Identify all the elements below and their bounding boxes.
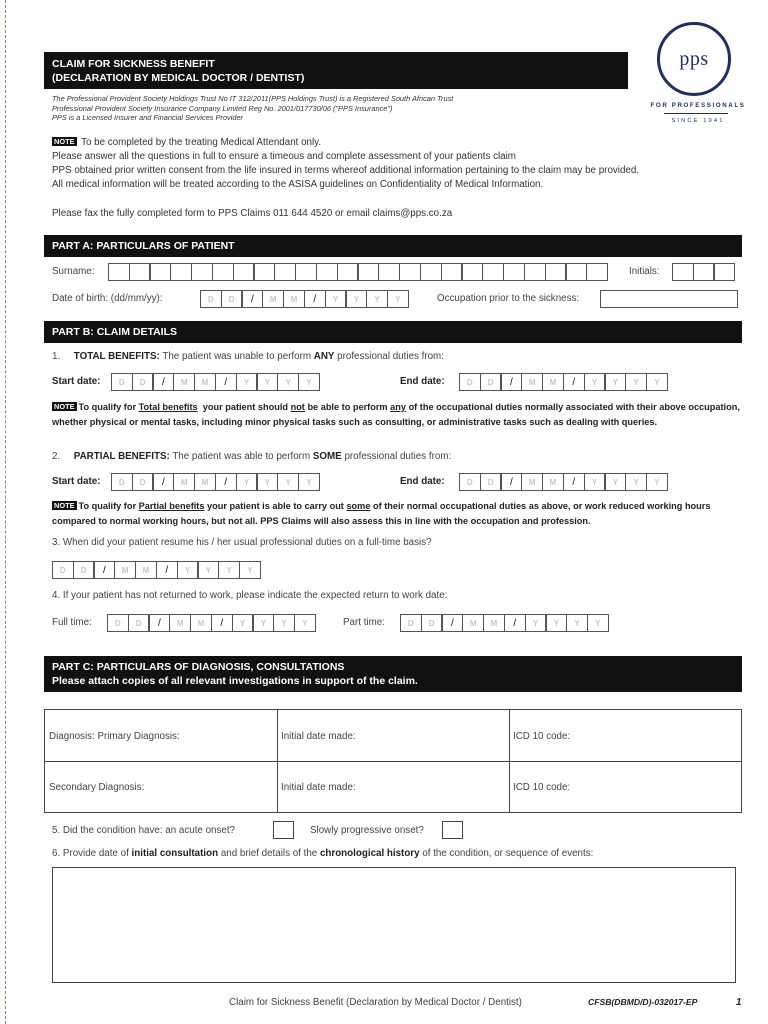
q1-emphasis: ANY — [313, 351, 335, 362]
note-badge: NOTE — [54, 501, 75, 510]
date-digit-box[interactable]: D — [459, 373, 481, 391]
note-badge: NOTE — [54, 137, 75, 146]
date-separator: / — [211, 614, 233, 632]
date-digit-box[interactable]: Y — [584, 373, 606, 391]
note-badge: NOTE — [54, 402, 75, 411]
character-box[interactable] — [316, 263, 338, 281]
date-digit-box[interactable]: Y — [232, 614, 254, 632]
character-box[interactable] — [545, 263, 567, 281]
q6-emphasis: chronological history — [319, 848, 420, 859]
character-box[interactable] — [337, 263, 359, 281]
character-box[interactable] — [233, 263, 255, 281]
date-digit-box[interactable]: D — [73, 561, 95, 579]
note-text: your patient is able to carry out — [207, 501, 344, 511]
note-underline: not — [290, 402, 305, 412]
date-digit-box[interactable]: Y — [298, 373, 320, 391]
slow-onset-label: Slowly progressive onset? — [310, 825, 424, 836]
full-time-date-input[interactable] — [107, 614, 315, 632]
date-digit-box[interactable]: Y — [366, 290, 388, 308]
q2-number: 2. — [52, 451, 61, 462]
primary-initial-date-field[interactable] — [277, 710, 509, 762]
partial-start-date-input[interactable] — [111, 473, 319, 491]
date-digit-box[interactable]: D — [421, 614, 443, 632]
primary-diagnosis-field[interactable] — [45, 710, 277, 762]
date-digit-box[interactable]: D — [111, 373, 133, 391]
date-digit-box[interactable]: M — [169, 614, 191, 632]
date-digit-box[interactable]: Y — [218, 561, 240, 579]
partial-benefits-note — [52, 499, 742, 528]
part-c-header — [44, 656, 742, 692]
total-end-date-input[interactable] — [459, 373, 667, 391]
part-c-subtitle: Please attach copies of all relevant investigations in support of the claim. — [52, 675, 418, 687]
note-underline: some — [346, 501, 371, 511]
date-digit-box[interactable]: Y — [646, 373, 668, 391]
surname-input[interactable] — [108, 263, 607, 281]
q2-text: The patient was able to perform — [172, 451, 311, 462]
date-digit-box[interactable]: D — [480, 373, 502, 391]
trust-line: PPS is a Licensed Insurer and Financial Services Provider — [52, 113, 244, 123]
intro-line: Please answer all the questions in full to ensure a timeous and complete assessment of your patients claim — [52, 151, 516, 162]
part-b-header: PART B: CLAIM DETAILS — [44, 321, 742, 343]
form-title-bar — [44, 52, 628, 89]
date-separator: / — [442, 614, 464, 632]
total-start-date-input[interactable] — [111, 373, 319, 391]
date-digit-box[interactable]: Y — [525, 614, 547, 632]
note-text: To qualify for — [78, 501, 137, 511]
perforation-line — [5, 0, 6, 1024]
date-digit-box[interactable]: M — [521, 373, 543, 391]
character-box[interactable] — [399, 263, 421, 281]
date-digit-box[interactable]: Y — [236, 373, 258, 391]
date-digit-box[interactable]: D — [480, 473, 502, 491]
date-separator: / — [149, 614, 171, 632]
note-underline: any — [390, 402, 406, 412]
q1-number: 1. — [52, 351, 61, 362]
total-end-date-label: End date: — [400, 376, 445, 387]
date-separator: / — [563, 373, 585, 391]
date-digit-box[interactable]: Y — [298, 473, 320, 491]
footer-title: Claim for Sickness Benefit (Declaration by Medical Doctor / Dentist) — [229, 997, 522, 1008]
diagnosis-table — [44, 709, 742, 813]
date-digit-box[interactable]: M — [173, 373, 195, 391]
date-digit-box[interactable]: Y — [277, 473, 299, 491]
date-digit-box[interactable]: Y — [587, 614, 609, 632]
date-separator: / — [215, 373, 237, 391]
question-4: 4. If your patient has not returned to work, please indicate the expected return to work date: — [52, 590, 448, 601]
q2-heading: PARTIAL BENEFITS: — [73, 451, 170, 462]
secondary-diagnosis-label: Secondary Diagnosis: — [49, 782, 145, 793]
character-box[interactable] — [212, 263, 234, 281]
character-box[interactable] — [524, 263, 546, 281]
date-digit-box[interactable]: D — [132, 473, 154, 491]
q1-text: professional duties from: — [337, 351, 444, 362]
logo-text: pps — [679, 47, 709, 70]
date-digit-box[interactable]: D — [107, 614, 129, 632]
character-box[interactable] — [150, 263, 172, 281]
icd-label: ICD 10 code: — [513, 730, 571, 742]
acute-onset-checkbox[interactable] — [273, 821, 294, 839]
character-box[interactable] — [378, 263, 400, 281]
date-digit-box[interactable]: Y — [546, 614, 568, 632]
slow-onset-checkbox[interactable] — [442, 821, 463, 839]
date-separator: / — [242, 290, 264, 308]
q6-text: of the condition, or sequence of events: — [422, 848, 594, 859]
total-benefits-note — [52, 400, 742, 429]
icd-label: ICD 10 code: — [513, 782, 571, 793]
logo-tagline: FOR PROFESSIONALS — [650, 102, 746, 109]
total-start-date-label: Start date: — [52, 376, 101, 387]
note-text: of the occupational duties normally associated with their above occupation, whether physical or mental tasks, including minor physical tasks such as consulting, or administrative tasks such as dealing with queries. — [52, 402, 740, 427]
date-digit-box[interactable]: M — [173, 473, 195, 491]
initials-input[interactable] — [672, 263, 734, 281]
primary-icd-field[interactable] — [509, 710, 741, 762]
part-c-title: PART C: PARTICULARS OF DIAGNOSIS, CONSULTATIONS — [52, 661, 345, 673]
trust-line: The Professional Provident Society Holdings Trust No IT 312/2011(PPS Holdings Trust) is a Registered South African Trust — [52, 94, 454, 103]
page-number: 1 — [736, 997, 742, 1008]
character-box[interactable] — [191, 263, 213, 281]
date-digit-box[interactable]: M — [521, 473, 543, 491]
date-digit-box[interactable]: Y — [605, 473, 627, 491]
intro-line: All medical information will be treated according to the ASISA guidelines on Confidentiality of Medical Information. — [52, 179, 544, 190]
date-separator: / — [501, 373, 523, 391]
question-1 — [52, 351, 444, 362]
date-digit-box[interactable]: D — [132, 373, 154, 391]
q1-heading: TOTAL BENEFITS: — [73, 351, 160, 362]
character-box[interactable] — [420, 263, 442, 281]
date-digit-box[interactable]: M — [483, 614, 505, 632]
dob-label: Date of birth: (dd/mm/yy): — [52, 293, 163, 304]
date-digit-box[interactable]: Y — [646, 473, 668, 491]
note-underline: Total benefits — [138, 402, 198, 412]
date-separator: / — [304, 290, 326, 308]
date-digit-box[interactable]: Y — [239, 561, 261, 579]
date-digit-box[interactable]: Y — [177, 561, 199, 579]
date-digit-box[interactable]: Y — [605, 373, 627, 391]
secondary-diagnosis-field[interactable] — [45, 762, 277, 813]
character-box[interactable] — [274, 263, 296, 281]
date-digit-box[interactable]: D — [400, 614, 422, 632]
note-text: To qualify for — [78, 402, 137, 412]
date-digit-box[interactable]: Y — [325, 290, 347, 308]
date-digit-box[interactable]: Y — [346, 290, 368, 308]
consultation-history-textarea[interactable] — [52, 867, 736, 983]
date-separator: / — [501, 473, 523, 491]
note-text: be able to perform — [307, 402, 388, 412]
form-code: CFSB(DBMD/D)-032017-EP — [588, 997, 698, 1007]
date-separator: / — [94, 561, 116, 579]
date-digit-box[interactable]: M — [462, 614, 484, 632]
date-digit-box[interactable]: Y — [273, 614, 295, 632]
date-digit-box[interactable]: D — [111, 473, 133, 491]
date-digit-box[interactable]: Y — [294, 614, 316, 632]
character-box[interactable] — [295, 263, 317, 281]
surname-label: Surname: — [52, 266, 95, 277]
note-underline: Partial benefits — [138, 501, 205, 511]
date-digit-box[interactable]: D — [200, 290, 222, 308]
date-digit-box[interactable]: Y — [257, 473, 279, 491]
character-box[interactable] — [170, 263, 192, 281]
q6-emphasis: initial consultation — [131, 848, 219, 859]
intro-text — [52, 136, 742, 192]
pps-logo — [652, 22, 752, 132]
initials-label: Initials: — [629, 266, 660, 277]
date-digit-box[interactable]: M — [262, 290, 284, 308]
logo-circle — [657, 22, 731, 96]
date-separator: / — [504, 614, 526, 632]
date-digit-box[interactable]: Y — [625, 473, 647, 491]
date-digit-box[interactable]: D — [52, 561, 74, 579]
character-box[interactable] — [586, 263, 608, 281]
date-digit-box[interactable]: Y — [566, 614, 588, 632]
date-separator: / — [156, 561, 178, 579]
date-digit-box[interactable]: Y — [236, 473, 258, 491]
note-text: of their normal occupational duties as above, or work reduced working hours compared to normal working hours, but not all. PPS Claims will also assess this in line with the occupation and profession. — [52, 501, 711, 526]
date-digit-box[interactable]: M — [194, 373, 216, 391]
date-digit-box[interactable]: M — [135, 561, 157, 579]
form-subtitle: (DECLARATION BY MEDICAL DOCTOR / DENTIST) — [52, 72, 305, 84]
date-digit-box[interactable]: M — [114, 561, 136, 579]
secondary-icd-field[interactable] — [509, 762, 741, 813]
full-time-label: Full time: — [52, 617, 92, 628]
character-box[interactable] — [566, 263, 588, 281]
logo-divider — [664, 113, 728, 114]
q6-text: 6. Provide date of — [52, 848, 129, 859]
secondary-initial-date-field[interactable] — [277, 762, 509, 813]
q6-text: and brief details of the — [220, 848, 318, 859]
occupation-input[interactable] — [600, 290, 738, 308]
question-3: 3. When did your patient resume his / her usual professional duties on a full-time basis? — [52, 537, 432, 548]
dob-input[interactable] — [200, 290, 408, 308]
character-box[interactable] — [129, 263, 151, 281]
date-digit-box[interactable]: D — [221, 290, 243, 308]
date-separator: / — [215, 473, 237, 491]
character-box[interactable] — [482, 263, 504, 281]
character-box[interactable] — [441, 263, 463, 281]
date-digit-box[interactable]: D — [128, 614, 150, 632]
character-box[interactable] — [108, 263, 130, 281]
q1-text: The patient was unable to perform — [162, 351, 312, 362]
partial-start-date-label: Start date: — [52, 476, 101, 487]
q2-text: professional duties from: — [344, 451, 452, 462]
logo-since: SINCE 1941 — [671, 118, 725, 124]
date-digit-box[interactable]: M — [542, 473, 564, 491]
character-box[interactable] — [714, 263, 736, 281]
character-box[interactable] — [358, 263, 380, 281]
character-box[interactable] — [672, 263, 694, 281]
table-row — [45, 710, 741, 762]
initial-date-label: Initial date made: — [281, 730, 356, 742]
date-digit-box[interactable]: Y — [277, 373, 299, 391]
q2-emphasis: SOME — [312, 451, 342, 462]
question-5: 5. Did the condition have: an acute onset? — [52, 825, 236, 836]
form-title: CLAIM FOR SICKNESS BENEFIT — [52, 58, 215, 70]
intro-line: To be completed by the treating Medical Attendant only. — [81, 137, 322, 148]
part-time-date-input[interactable] — [400, 614, 608, 632]
character-box[interactable] — [693, 263, 715, 281]
date-digit-box[interactable]: Y — [257, 373, 279, 391]
question-6 — [52, 848, 593, 859]
trust-line: Professional Provident Society Insurance Company Limited Reg No. 2001/017730/06 ("PPS Insurance") — [52, 103, 393, 113]
character-box[interactable] — [462, 263, 484, 281]
date-digit-box[interactable]: M — [194, 473, 216, 491]
fax-instruction: Please fax the fully completed form to PPS Claims 011 644 4520 or email claims@pps.co.za — [52, 208, 453, 219]
note-text: your patient should — [202, 402, 289, 412]
partial-end-date-label: End date: — [400, 476, 445, 487]
initial-date-label: Initial date made: — [281, 782, 356, 793]
date-separator: / — [153, 473, 175, 491]
part-a-header: PART A: PARTICULARS OF PATIENT — [44, 235, 742, 257]
date-digit-box[interactable]: Y — [584, 473, 606, 491]
question-2 — [52, 451, 451, 462]
date-digit-box[interactable]: D — [459, 473, 481, 491]
date-digit-box[interactable]: Y — [625, 373, 647, 391]
primary-diagnosis-label: Diagnosis: Primary Diagnosis: — [49, 730, 180, 742]
date-digit-box[interactable]: Y — [387, 290, 409, 308]
date-digit-box[interactable]: M — [190, 614, 212, 632]
part-time-label: Part time: — [343, 617, 385, 628]
date-separator: / — [153, 373, 175, 391]
trust-statement — [52, 94, 622, 123]
date-digit-box[interactable]: Y — [198, 561, 220, 579]
character-box[interactable] — [503, 263, 525, 281]
date-separator: / — [563, 473, 585, 491]
partial-end-date-input[interactable] — [459, 473, 667, 491]
occupation-label: Occupation prior to the sickness: — [437, 293, 580, 304]
resume-date-input[interactable] — [52, 561, 260, 579]
intro-line: PPS obtained prior written consent from the life insured in terms whereof additional information pertaining to the claim may be provided. — [52, 165, 640, 176]
character-box[interactable] — [254, 263, 276, 281]
date-digit-box[interactable]: M — [542, 373, 564, 391]
date-digit-box[interactable]: M — [283, 290, 305, 308]
table-row — [45, 761, 741, 813]
date-digit-box[interactable]: Y — [253, 614, 275, 632]
